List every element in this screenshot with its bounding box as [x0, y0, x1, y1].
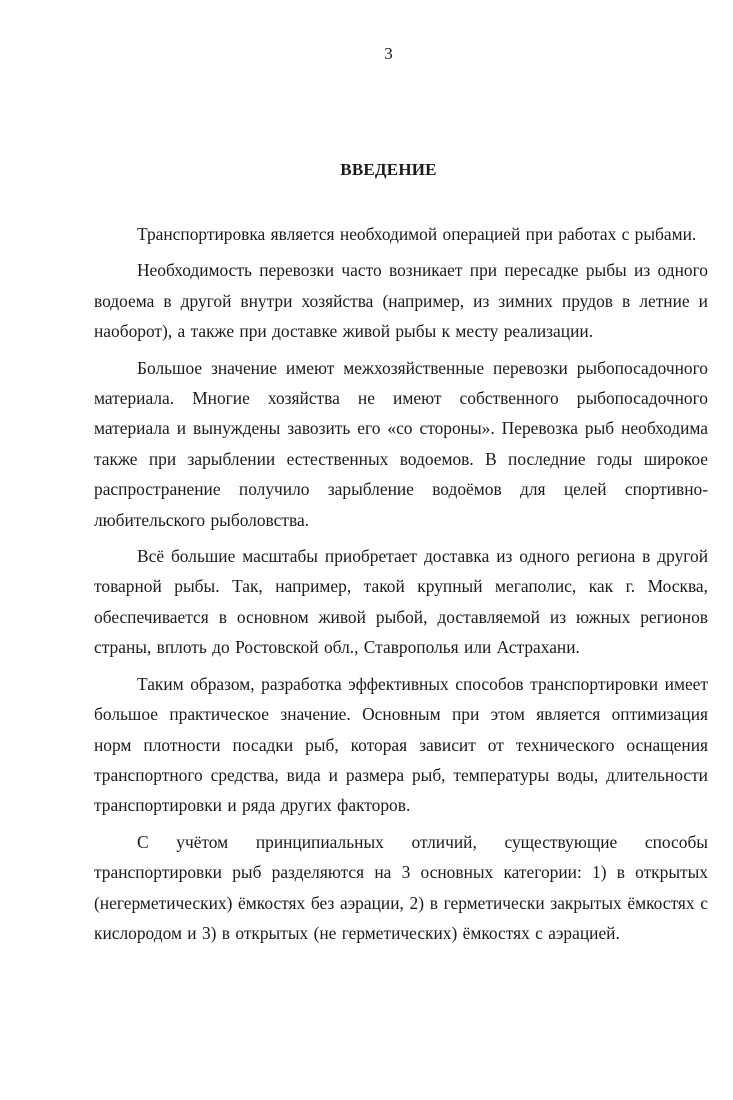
paragraph: Транспортировка является необходимой операцией при работах с рыбами.	[137, 224, 697, 244]
section-title: ВВЕДЕНИЕ	[340, 160, 437, 179]
paragraph: Таким образом, разработка эффективных способов транспортировки имеет большое практическое значение. Основным при этом является оптимизация норм плотности посадки рыб, которая зависит от технического оснащения транспортного средства, вида и размера рыб, температуры воды, длительности транспортировки и ряда других факторов.	[94, 673, 708, 816]
paragraph: Всё большие масштабы приобретает доставка из одного региона в другой товарной рыбы. Так, например, такой крупный мегаполис, как г. Москва, обеспечивается в основном живой рыбой, доставляемой из южных регионов страны, вплоть до Ростовской обл., Ставрополья или Астрахани.	[94, 546, 708, 658]
page-number: 3	[384, 44, 393, 63]
body-text	[94, 219, 708, 948]
paragraph: С учётом принципиальных отличий, существующие способы транспортировки рыб разделяются на 3 основных категории: 1) в открытых (негерметических) ёмкостях без аэрации, 2) в герметически закрытых ёмкостях с кислородом и 3) в открытых (не герметических) ёмкостях с аэрацией.	[94, 831, 708, 943]
paragraph: Необходимость перевозки часто возникает при пересадке рыбы из одного водоема в другой внутри хозяйства (например, из зимних прудов в летние и наоборот), а также при доставке живой рыбы к месту реализации.	[94, 260, 708, 342]
paragraph: Большое значение имеют межхозяйственные перевозки рыбопосадочного материала. Многие хозяйства не имеют собственного рыбопосадочного материала и вынуждены завозить его «со стороны». Перевозка рыб необходима также при зарыблении естественных водоемов. В последние годы широкое распространение получило зарыбление водоёмов для целей спортивно-любительского рыболовства.	[94, 357, 708, 530]
